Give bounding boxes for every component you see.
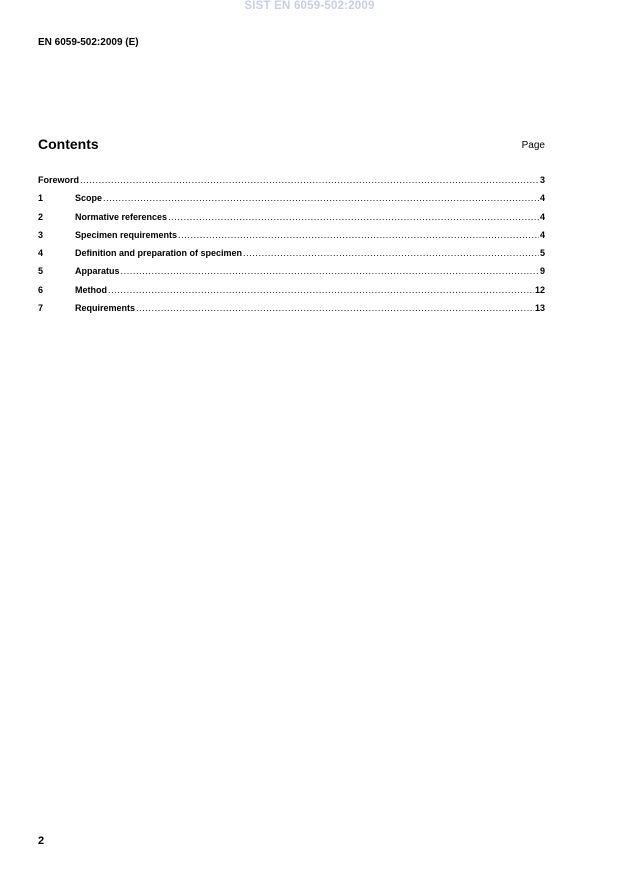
toc-entry-page: 12 — [534, 284, 545, 295]
toc-entry-page: 4 — [539, 193, 545, 204]
toc-entry-page: 4 — [539, 211, 545, 222]
toc-entry-page: 13 — [534, 303, 545, 314]
toc-entry-specimen-requirements[interactable] — [38, 230, 545, 248]
toc-entry-title: Definition and preparation of specimen — [75, 248, 243, 259]
toc-entry-number: 3 — [38, 229, 44, 240]
toc-entry-title: Specimen requirements — [75, 229, 178, 240]
toc-entry-number: 7 — [38, 303, 44, 314]
page-number: 2 — [38, 835, 45, 847]
toc-dot-leader — [103, 193, 539, 203]
toc-dot-leader — [168, 212, 539, 222]
toc-entry-page: 9 — [539, 266, 545, 277]
toc-entry-title: Normative references — [75, 211, 168, 222]
toc-entry-title: Apparatus — [75, 266, 120, 277]
toc-dot-leader — [243, 248, 539, 258]
document-id: EN 6059-502:2009 (E) — [38, 37, 139, 48]
toc-entry-title: Requirements — [75, 303, 136, 314]
contents-heading: Contents — [38, 136, 99, 152]
toc-entry-foreword[interactable] — [38, 175, 545, 193]
toc-entry-number: 6 — [38, 284, 44, 295]
toc-entry-page: 3 — [539, 175, 545, 185]
table-of-contents — [38, 175, 545, 321]
toc-entry-scope[interactable] — [38, 193, 545, 211]
toc-entry-title: Foreword — [38, 175, 80, 185]
watermark: SIST EN 6059-502:2009 — [244, 0, 375, 12]
toc-dot-leader — [178, 230, 539, 240]
page-column-label: Page — [521, 140, 545, 151]
toc-entry-definition-preparation[interactable] — [38, 248, 545, 266]
toc-entry-method[interactable] — [38, 285, 545, 303]
toc-entry-normative-references[interactable] — [38, 212, 545, 230]
toc-dot-leader — [121, 266, 539, 276]
toc-entry-title: Scope — [75, 193, 103, 204]
toc-entry-requirements[interactable] — [38, 303, 545, 321]
toc-entry-title: Method — [75, 284, 107, 295]
toc-entry-number: 1 — [38, 193, 44, 204]
toc-entry-apparatus[interactable] — [38, 266, 545, 284]
toc-dot-leader — [108, 285, 534, 295]
toc-dot-leader — [80, 175, 539, 185]
toc-entry-number: 5 — [38, 266, 44, 277]
toc-entry-number: 4 — [38, 248, 44, 259]
toc-entry-page: 5 — [539, 248, 545, 259]
toc-dot-leader — [136, 303, 534, 313]
toc-entry-page: 4 — [539, 229, 545, 240]
toc-entry-number: 2 — [38, 211, 44, 222]
